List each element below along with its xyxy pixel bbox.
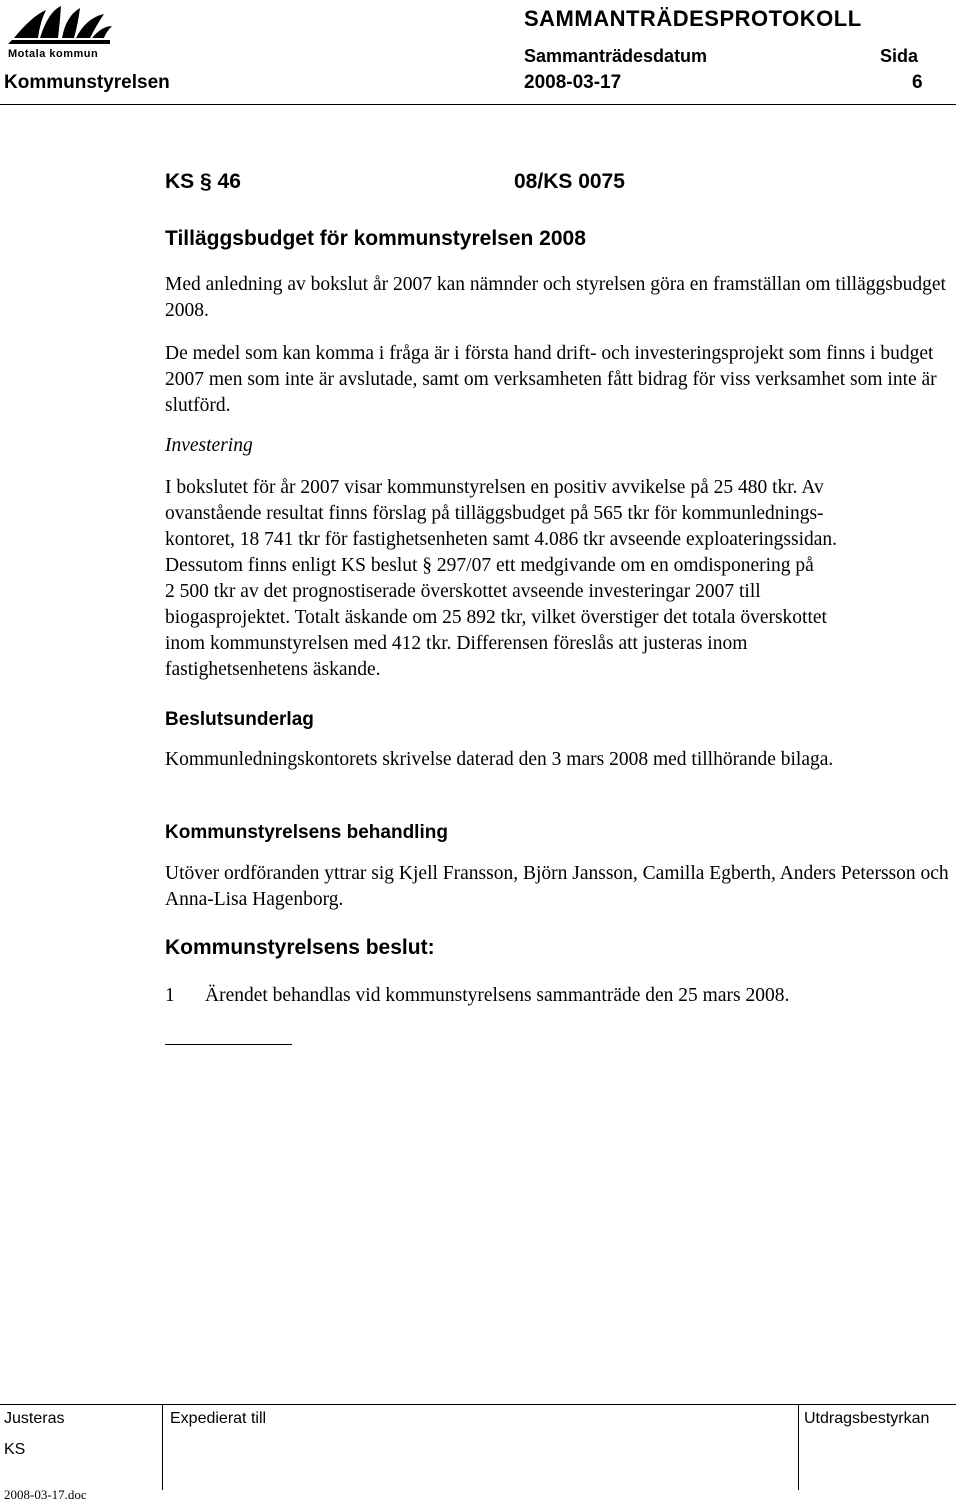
investering-line: fastighetsenhetens äskande. xyxy=(165,659,381,680)
document-type: SAMMANTRÄDESPROTOKOLL xyxy=(524,6,862,31)
investering-line: ovanstående resultat finns förslag på tilläggsbudget på 565 tkr för kommunlednings- xyxy=(165,503,824,524)
behandling-heading: Kommunstyrelsens behandling xyxy=(165,822,448,843)
justeras-label: Justeras xyxy=(4,1410,65,1427)
beslutsunderlag-paragraph: Kommunledningskontorets skrivelse daterad den 3 mars 2008 med tillhörande bilaga. xyxy=(165,749,834,770)
footer-divider xyxy=(0,1404,956,1405)
organization: Kommunstyrelsen xyxy=(4,72,170,93)
beslutsunderlag-heading: Beslutsunderlag xyxy=(165,709,314,730)
page-number: 6 xyxy=(912,72,923,93)
behandling-paragraph: Utöver ordföranden yttrar sig Kjell Fransson, Björn Jansson, Camilla Egberth, Anders Petersson och Anna-Lisa Hagenborg. xyxy=(165,863,949,910)
file-name: 2008-03-17.doc xyxy=(4,1487,87,1502)
date-label: Sammanträdesdatum xyxy=(524,46,708,66)
investering-line: Dessutom finns enligt KS beslut § 297/07 ett medgivande om en omdisponering på xyxy=(165,555,814,576)
end-rule xyxy=(165,1044,292,1045)
page-label: Sida xyxy=(880,46,919,66)
investering-paragraph xyxy=(165,475,955,683)
logo-text: Motala kommun xyxy=(8,48,99,60)
footer-column-divider xyxy=(798,1404,799,1490)
investering-heading: Investering xyxy=(165,435,253,456)
paragraph-number: KS § 46 xyxy=(165,170,241,193)
header-divider xyxy=(0,104,956,105)
investering-line: biogasprojektet. Totalt äskande om 25 892 tkr, vilket överstiger det totala överskottet xyxy=(165,607,827,628)
investering-line: inom kommunstyrelsen med 412 tkr. Differensen föreslås att justeras inom xyxy=(165,633,748,654)
intro-paragraph: Med anledning av bokslut år 2007 kan nämnder och styrelsen göra en framställan om tilläggsbudget 2008. xyxy=(165,274,946,321)
justeras-value: KS xyxy=(4,1441,26,1458)
decision-number: 1 xyxy=(165,985,175,1006)
expedierat-label: Expedierat till xyxy=(170,1410,267,1427)
investering-line: 2 500 tkr av det prognostiserade överskottet avseende investeringar 2007 till xyxy=(165,581,761,602)
investering-line: kontoret, 18 741 tkr för fastighetsenheten samt 4.086 tkr avseende exploateringssidan. xyxy=(165,529,838,550)
beslut-heading: Kommunstyrelsens beslut: xyxy=(165,936,435,959)
case-title: Tilläggsbudget för kommunstyrelsen 2008 xyxy=(165,227,586,250)
investering-line: I bokslutet för år 2007 visar kommunstyrelsen en positiv avvikelse på 25 480 tkr. Av xyxy=(165,477,824,498)
footer-column-divider xyxy=(162,1404,163,1490)
meeting-date: 2008-03-17 xyxy=(524,72,622,93)
utdragsbestyrkan-label: Utdragsbestyrkan xyxy=(804,1410,930,1427)
decision-text: Ärendet behandlas vid kommunstyrelsens sammanträde den 25 mars 2008. xyxy=(205,985,790,1006)
funds-paragraph: De medel som kan komma i fråga är i första hand drift- och investeringsprojekt som finns i budget 2007 men som inte är avslutade, samt om verksamheten fått bidrag för viss verksamhet som inte är slutförd. xyxy=(165,343,937,416)
case-number: 08/KS 0075 xyxy=(514,170,625,193)
